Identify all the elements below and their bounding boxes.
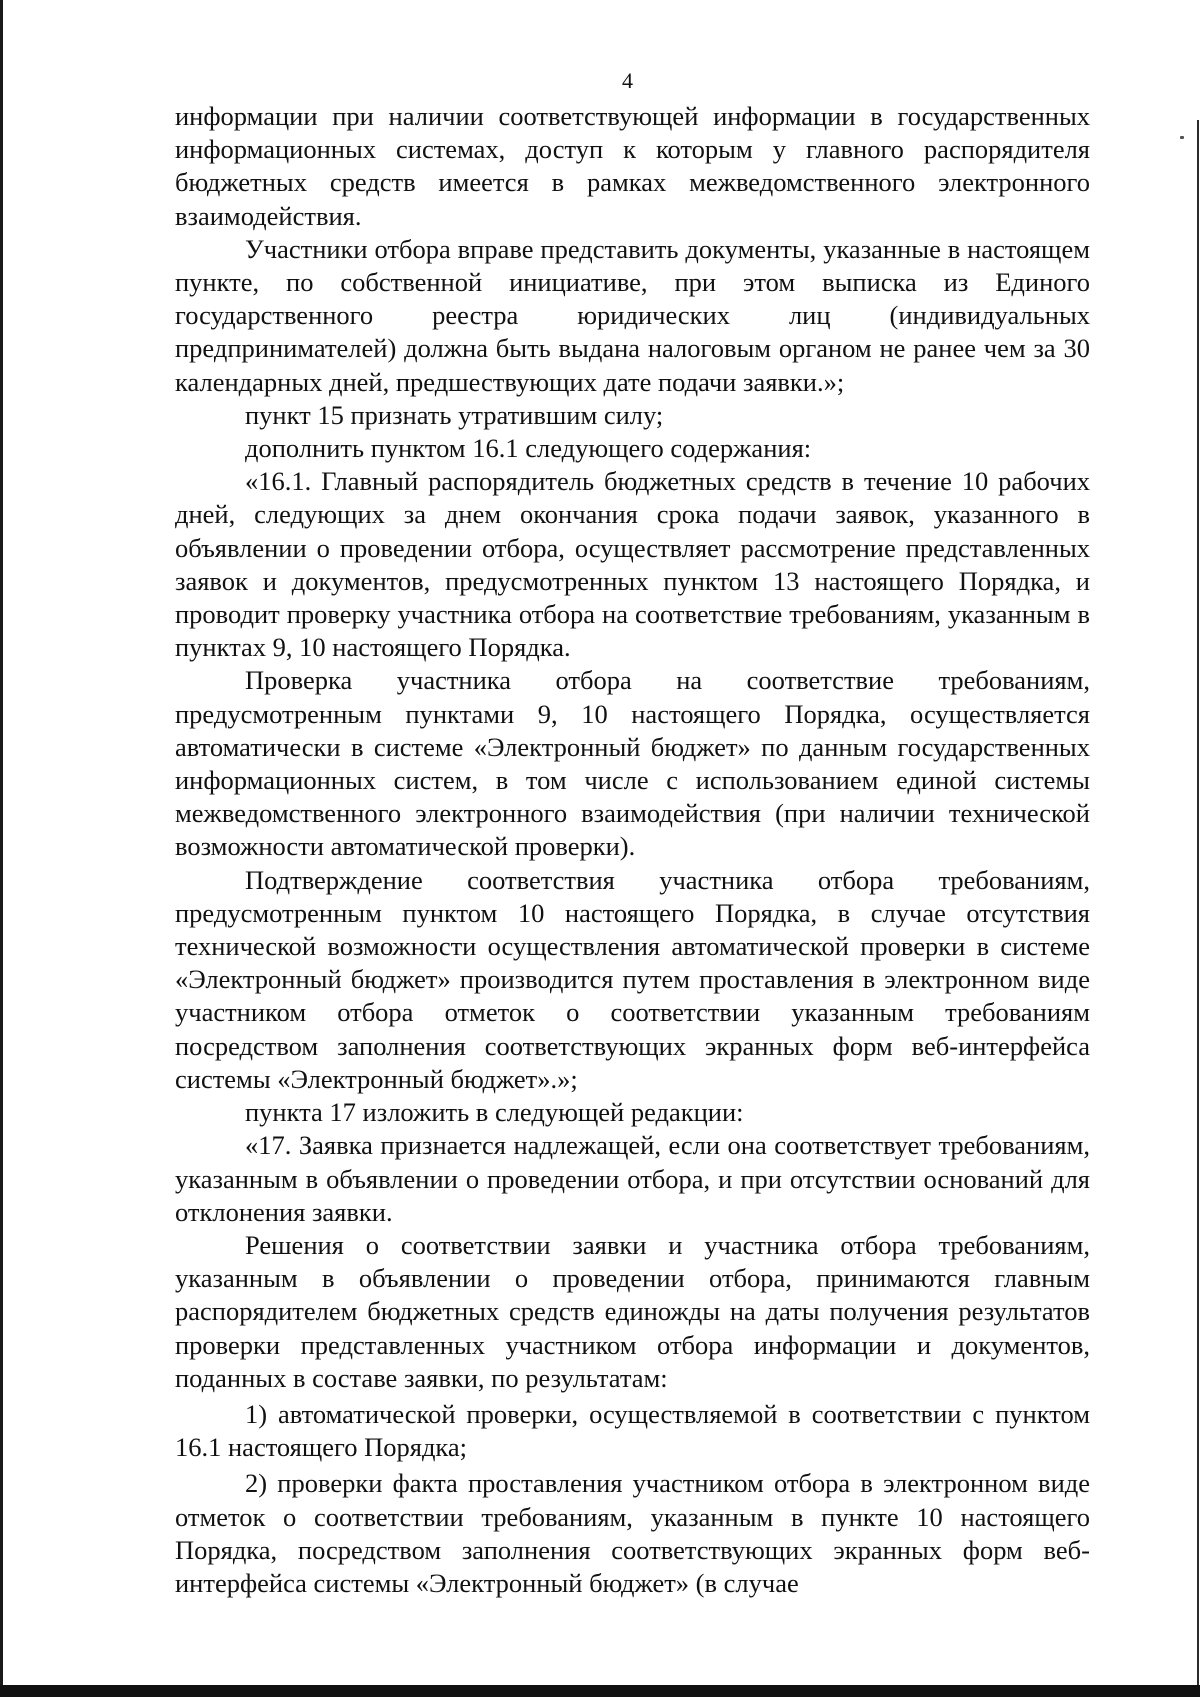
- paragraph-add-clause-16-1: дополнить пунктом 16.1 следующего содержания:: [245, 433, 812, 464]
- paragraph-clause-17: «17. Заявка признается надлежащей, если она соответствует требованиям, указанным в объявлении о проведении отбора, и при отсутствии оснований для отклонения заявки.: [175, 1130, 1090, 1227]
- paragraph-confirmation: Подтверждение соответствия участника отбора требованиям, предусмотренным пунктом 10 настоящего Порядка, в случае отсутствия технической возможности осуществления автоматической проверки в системе «Электронный бюджет» производится путем проставления в электронном виде участником отбора отметок о соответствии указанным требованиям посредством заполнения соответствующих экранных форм веб-интерфейса системы «Электронный бюджет».»;: [175, 864, 1090, 1094]
- paragraph-continuation: информации при наличии соответствующей информации в государственных информационных системах, доступ к которым у главного распорядителя бюджетных средств имеется в рамках межведомственного электронного взаимодействия.: [175, 101, 1090, 231]
- scan-edge-bottom: [0, 1685, 1200, 1697]
- paragraph-decisions: Решения о соответствии заявки и участника отбора требованиям, указанным в объявлении о проведении отбора, принимаются главным распорядителем бюджетных средств единожды на даты получения результатов проверки представленных участником отбора информации и документов, поданных в составе заявки, по результатам:: [175, 1229, 1090, 1393]
- paragraph-clause-16-1: «16.1. Главный распорядитель бюджетных средств в течение 10 рабочих дней, следующих за днем окончания срока подачи заявок, указанного в объявлении о проведении отбора, осуществляет рассмотрение представленных заявок и документов, предусмотренных пунктом 13 настоящего Порядка, и проводит проверку участника отбора на соответствие требованиям, указанным в пунктах 9, 10 настоящего Порядка.: [175, 466, 1090, 663]
- list-item-2: 2) проверки факта проставления участником отбора в электронном виде отметок о соответствии требованиям, указанным в пункте 10 настоящего Порядка, посредством заполнения соответствующих экранных форм веб-интерфейса системы «Электронный бюджет» (в случае: [175, 1468, 1090, 1598]
- paragraph-participants-right: Участники отбора вправе представить документы, указанные в настоящем пункте, по собственной инициативе, при этом выписка из Единого государственного реестра юридических лиц (индивидуальных предпринимателей) должна быть выдана налоговым органом не ранее чем за 30 календарных дней, предшествующих дате подачи заявки.»;: [175, 233, 1090, 397]
- scan-edge-left: [0, 0, 3, 1697]
- document-body: [175, 100, 1090, 1600]
- scan-artifact-dot: [1180, 136, 1184, 139]
- paragraph-clause-15: пункт 15 признать утратившим силу;: [245, 399, 664, 430]
- scan-edge-right: [1197, 120, 1199, 1697]
- page-number: 4: [622, 68, 633, 93]
- paragraph-clause-17-intro: пункта 17 изложить в следующей редакции:: [245, 1097, 744, 1128]
- list-item-1: 1) автоматической проверки, осуществляемой в соответствии с пунктом 16.1 настоящего Порядка;: [175, 1398, 1090, 1463]
- paragraph-automatic-check: Проверка участника отбора на соответствие требованиям, предусмотренным пунктами 9, 10 настоящего Порядка, осуществляется автоматически в системе «Электронный бюджет» по данным государственных информационных систем, в том числе с использованием единой системы межведомственного электронного взаимодействия (при наличии технической возможности автоматической проверки).: [175, 665, 1090, 862]
